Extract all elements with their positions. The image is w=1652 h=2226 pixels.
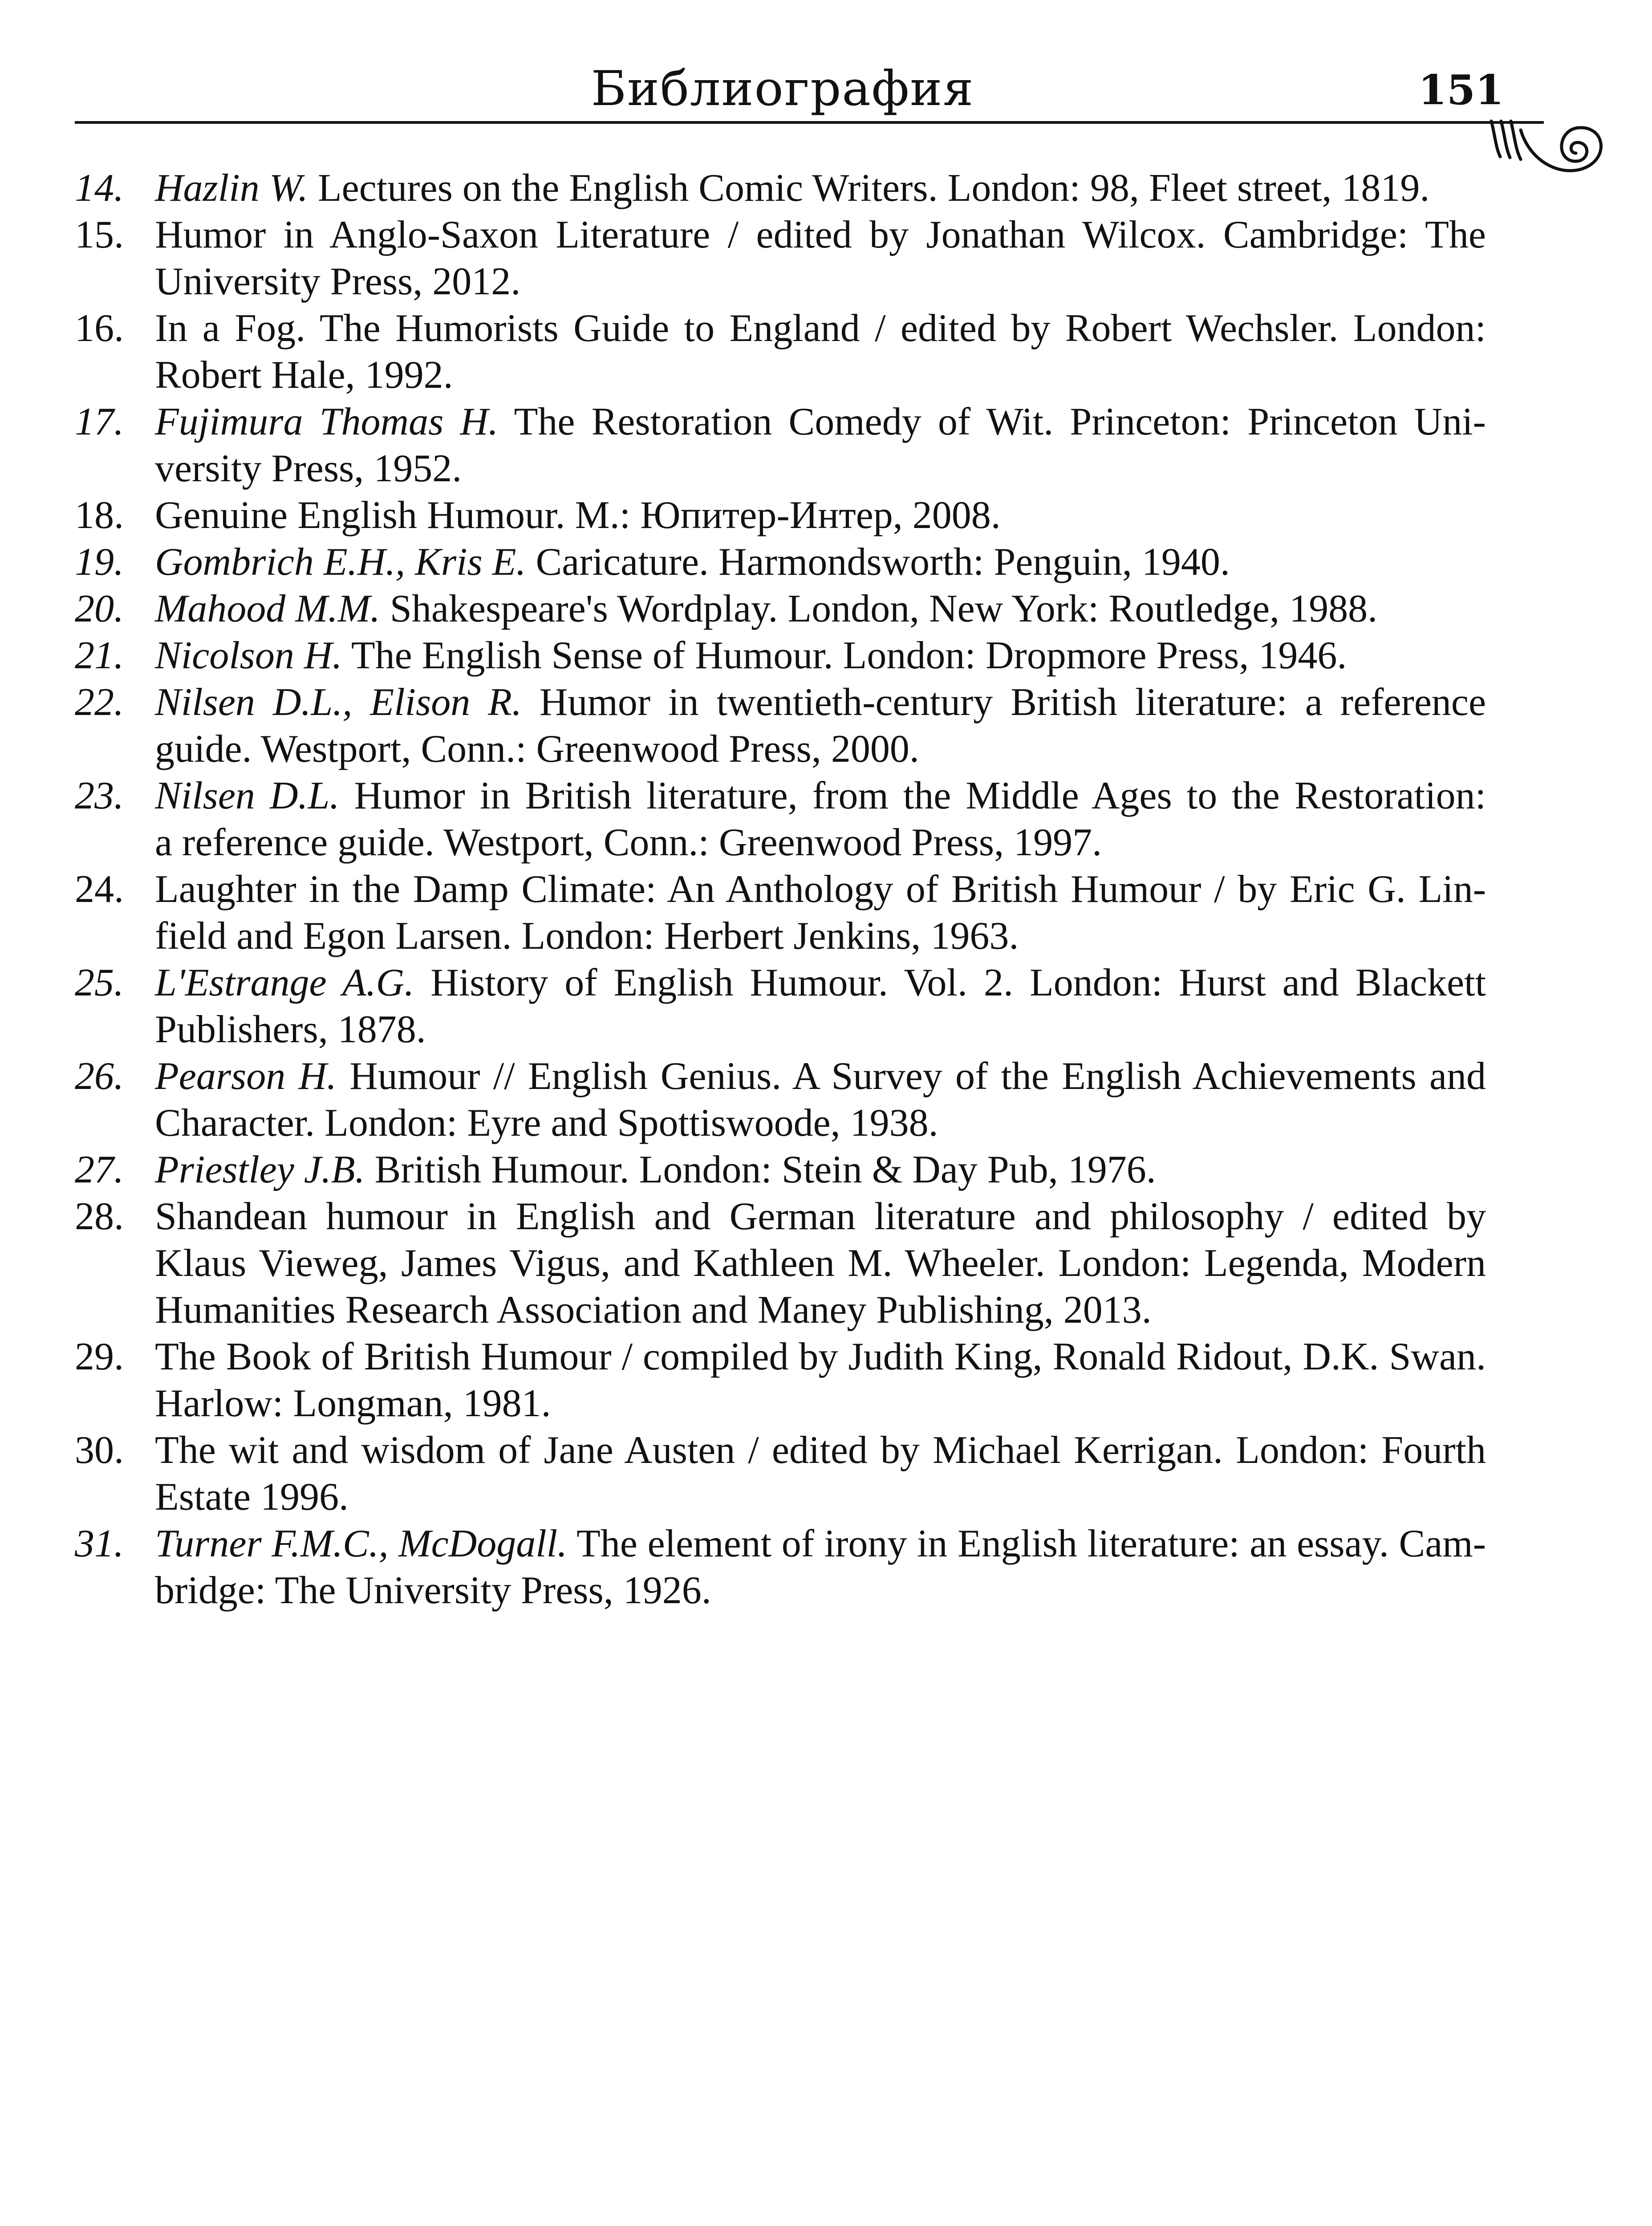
entry-text: The wit and wisdom of Jane Austen / edited by Michael Kerrigan. London: Fourth — [155, 1429, 1486, 1472]
entry-text: The Restoration Comedy of Wit. Princeton: Princeton Uni- — [514, 400, 1486, 443]
bibliography-entry — [75, 772, 1486, 866]
entry-line — [155, 1006, 1486, 1053]
entry-text: Genuine English Humour. M.: Юпитер-Интер, 2008. — [155, 494, 1001, 537]
entry-line — [155, 305, 1486, 352]
entry-line — [155, 1520, 1486, 1567]
bibliography-entry — [75, 679, 1486, 772]
entry-text: versity Press, 1952. — [155, 447, 462, 490]
bibliography-entry — [75, 1053, 1486, 1146]
entry-number: 23. — [75, 774, 124, 817]
entry-author: Nilsen D.L. — [155, 774, 340, 817]
entry-line — [155, 1053, 1486, 1100]
entry-line — [155, 1380, 1486, 1427]
entry-text: Caricature. Harmondsworth: Penguin, 1940. — [536, 540, 1230, 584]
entry-line — [155, 1100, 1486, 1146]
bibliography-entry — [75, 632, 1486, 679]
header-rule — [75, 121, 1544, 124]
entry-text: History of English Humour. Vol. 2. London: Hurst and Blackett — [430, 961, 1486, 1004]
entry-text: Lectures on the English Comic Writers. London: 98, Fleet street, 1819. — [317, 167, 1430, 210]
entry-text: Humor in twentieth-century British literature: a reference — [539, 681, 1486, 724]
bibliography-entry — [75, 305, 1486, 398]
entry-number: 20. — [75, 587, 124, 630]
entry-number: 31. — [75, 1522, 124, 1565]
entry-number: 15. — [75, 213, 124, 256]
running-title: Библиография — [591, 61, 974, 117]
bibliography-entry — [75, 1427, 1486, 1520]
entry-text: The English Sense of Humour. London: Dropmore Press, 1946. — [351, 634, 1347, 677]
entry-text: Character. London: Eyre and Spottiswoode, 1938. — [155, 1101, 938, 1145]
bibliography-entry — [75, 165, 1486, 211]
bibliography-entry — [75, 959, 1486, 1053]
bibliography-entry — [75, 1520, 1486, 1614]
entry-number: 18. — [75, 494, 124, 537]
entry-text: Shakespeare's Wordplay. London, New York: Routledge, 1988. — [390, 587, 1378, 630]
entry-text: University Press, 2012. — [155, 260, 521, 303]
entry-author: Nilsen D.L., Elison R. — [155, 681, 522, 724]
bibliography-entry — [75, 492, 1486, 539]
entry-text: bridge: The University Press, 1926. — [155, 1569, 711, 1612]
entry-text: Humor in Anglo-Saxon Literature / edited by Jonathan Wilcox. Cambridge: The — [155, 213, 1486, 256]
entry-number: 27. — [75, 1148, 124, 1191]
bibliography-entry — [75, 398, 1486, 492]
entry-text: Estate 1996. — [155, 1475, 349, 1519]
entry-author: Gombrich E.H., Kris E. — [155, 540, 526, 584]
entry-author: Turner F.M.C., McDogall. — [155, 1522, 568, 1565]
bibliography-entry — [75, 1146, 1486, 1193]
entry-line — [155, 398, 1486, 445]
entry-author: Hazlin W. — [155, 167, 308, 210]
entry-line — [155, 1333, 1486, 1380]
entry-line — [155, 726, 1486, 772]
entry-line — [155, 819, 1486, 866]
entry-text: Humour // English Genius. A Survey of the English Achievements and — [349, 1055, 1486, 1098]
entry-line — [155, 211, 1486, 258]
entry-number: 17. — [75, 400, 124, 443]
entry-text: guide. Westport, Conn.: Greenwood Press, 2000. — [155, 727, 919, 771]
entry-number: 29. — [75, 1335, 124, 1378]
entry-text: Publishers, 1878. — [155, 1008, 426, 1051]
entry-number: 28. — [75, 1195, 124, 1238]
entry-line — [155, 1193, 1486, 1240]
bibliography-entry — [75, 866, 1486, 959]
entry-author: L'Estrange A.G. — [155, 961, 414, 1004]
entry-author: Mahood M.M. — [155, 587, 380, 630]
entry-number: 19. — [75, 540, 124, 584]
entry-line — [155, 1287, 1486, 1333]
page-header — [75, 53, 1504, 125]
entry-text: Robert Hale, 1992. — [155, 353, 453, 397]
entry-line — [155, 492, 1486, 539]
entry-line — [155, 539, 1486, 585]
entry-text: a reference guide. Westport, Conn.: Greenwood Press, 1997. — [155, 821, 1102, 864]
bibliography-list — [75, 165, 1486, 1614]
entry-text: Humor in British literature, from the Middle Ages to the Restoration: — [354, 774, 1486, 817]
entry-text: In a Fog. The Humorists Guide to England / edited by Robert Wechsler. London: — [155, 307, 1486, 350]
entry-line — [155, 913, 1486, 959]
entry-line — [155, 1567, 1486, 1614]
entry-number: 14. — [75, 167, 124, 210]
entry-number: 25. — [75, 961, 124, 1004]
entry-text: Harlow: Longman, 1981. — [155, 1382, 551, 1425]
bibliography-entry — [75, 585, 1486, 632]
bibliography-entry — [75, 1193, 1486, 1333]
entry-number: 24. — [75, 868, 124, 911]
entry-text: The element of irony in English literature: an essay. Cam- — [576, 1522, 1486, 1565]
entry-line — [155, 165, 1486, 211]
entry-line — [155, 632, 1486, 679]
entry-text: The Book of British Humour / compiled by Judith King, Ronald Ridout, D.K. Swan. — [155, 1335, 1486, 1378]
entry-author: Pearson H. — [155, 1055, 337, 1098]
entry-number: 16. — [75, 307, 124, 350]
entry-text: Shandean humour in English and German literature and philosophy / edited by — [155, 1195, 1486, 1238]
entry-line — [155, 1427, 1486, 1474]
entry-number: 21. — [75, 634, 124, 677]
entry-text: Humanities Research Association and Maney Publishing, 2013. — [155, 1288, 1152, 1332]
entry-line — [155, 1474, 1486, 1520]
entry-text: Laughter in the Damp Climate: An Anthology of British Humour / by Eric G. Lin- — [155, 868, 1486, 911]
entry-line — [155, 352, 1486, 398]
entry-line — [155, 1240, 1486, 1287]
entry-line — [155, 258, 1486, 305]
entry-line — [155, 959, 1486, 1006]
bibliography-entry — [75, 1333, 1486, 1427]
entry-number: 22. — [75, 681, 124, 724]
entry-text: Klaus Vieweg, James Vigus, and Kathleen M. Wheeler. London: Legenda, Modern — [155, 1242, 1486, 1285]
entry-number: 30. — [75, 1429, 124, 1472]
entry-line — [155, 679, 1486, 726]
entry-author: Nicolson H. — [155, 634, 342, 677]
entry-line — [155, 1146, 1486, 1193]
entry-number: 26. — [75, 1055, 124, 1098]
entry-line — [155, 585, 1486, 632]
entry-author: Priestley J.B. — [155, 1148, 365, 1191]
entry-line — [155, 866, 1486, 913]
entry-line — [155, 772, 1486, 819]
bibliography-entry — [75, 211, 1486, 305]
bibliography-entry — [75, 539, 1486, 585]
entry-text: British Humour. London: Stein & Day Pub, 1976. — [374, 1148, 1156, 1191]
entry-text: field and Egon Larsen. London: Herbert Jenkins, 1963. — [155, 914, 1019, 958]
spiral-flourish-icon — [1482, 117, 1616, 219]
entry-line — [155, 445, 1486, 492]
page-number: 151 — [1418, 66, 1504, 114]
entry-author: Fujimura Thomas H. — [155, 400, 499, 443]
